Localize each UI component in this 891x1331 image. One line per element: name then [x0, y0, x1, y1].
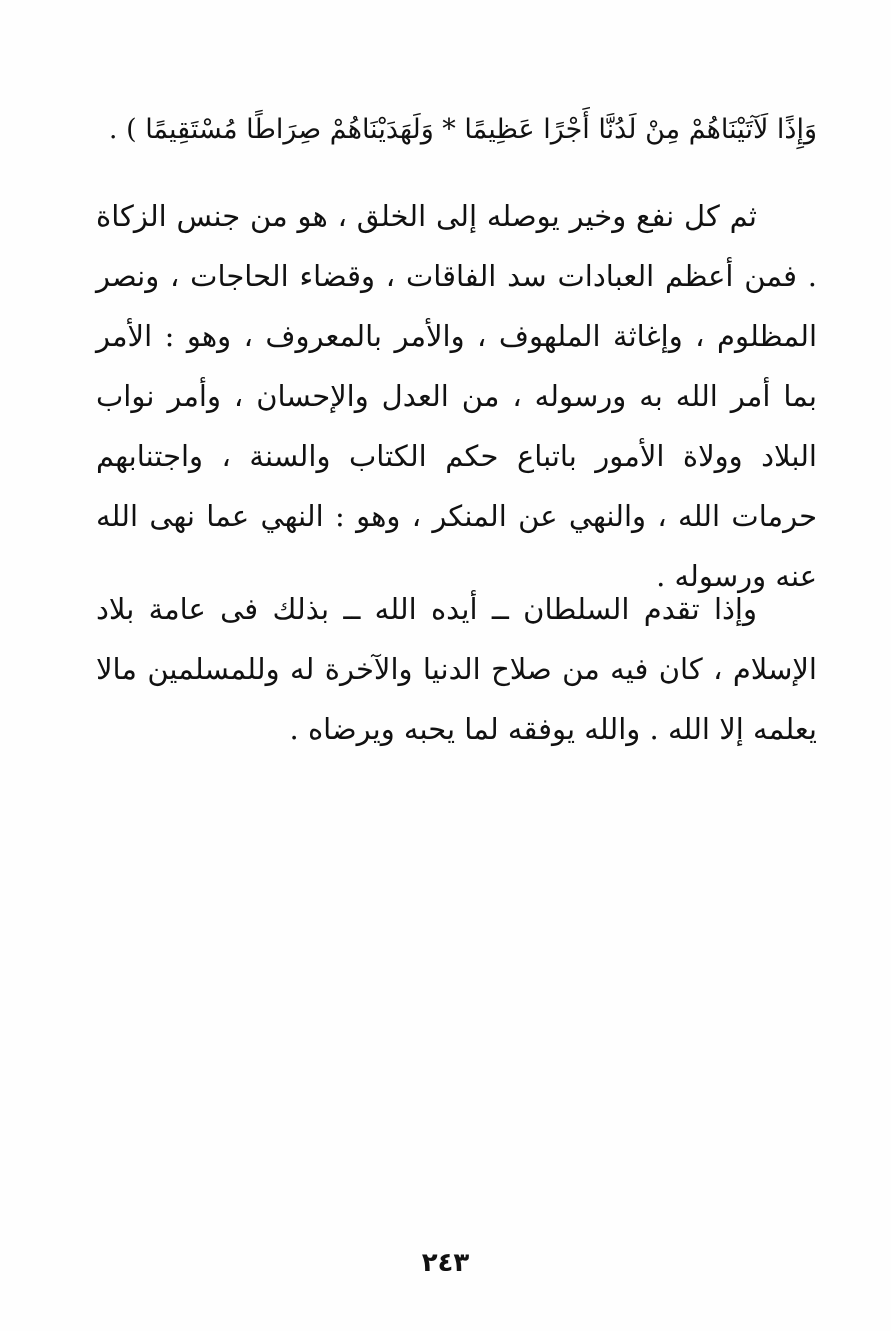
page-number: ٢٤٣: [421, 1248, 470, 1278]
paragraph-sultan: [96, 579, 817, 759]
paragraph-charity-deeds: [96, 186, 817, 606]
quran-verse-line: وَإِذًا لَآتَيْنَاهُمْ مِنْ لَدُنَّا أَجْرًا عَظِيمًا * وَلَهَدَيْنَاهُمْ صِرَاطًا مُسْتَقِيمًا ) .: [108, 114, 817, 145]
paragraph-1-text: ثم كل نفع وخير يوصله إلى الخلق ، هو من جنس الزكاة . فمن أعظم العبادات سد الفاقات ، وقضاء الحاجات ، ونصر المظلوم ، وإغاثة الملهوف ، والأمر بالمعروف ، وهو : الأمر بما أمر الله به ورسوله ، من العدل والإحسان ، وأمر نواب البلاد وولاة الأمور باتباع حكم الكتاب والسنة ، واجتنابهم حرمات الله ، والنهي عن المنكر ، وهو : النهي عما نهى الله عنه ورسوله .: [96, 199, 817, 593]
paragraph-2-text: وإذا تقدم السلطان ــ أيده الله ــ بذلك فى عامة بلاد الإسلام ، كان فيه من صلاح الدنيا والآخرة له وللمسلمين مالا يعلمه إلا الله . والله يوفقه لما يحبه ويرضاه .: [96, 592, 817, 746]
